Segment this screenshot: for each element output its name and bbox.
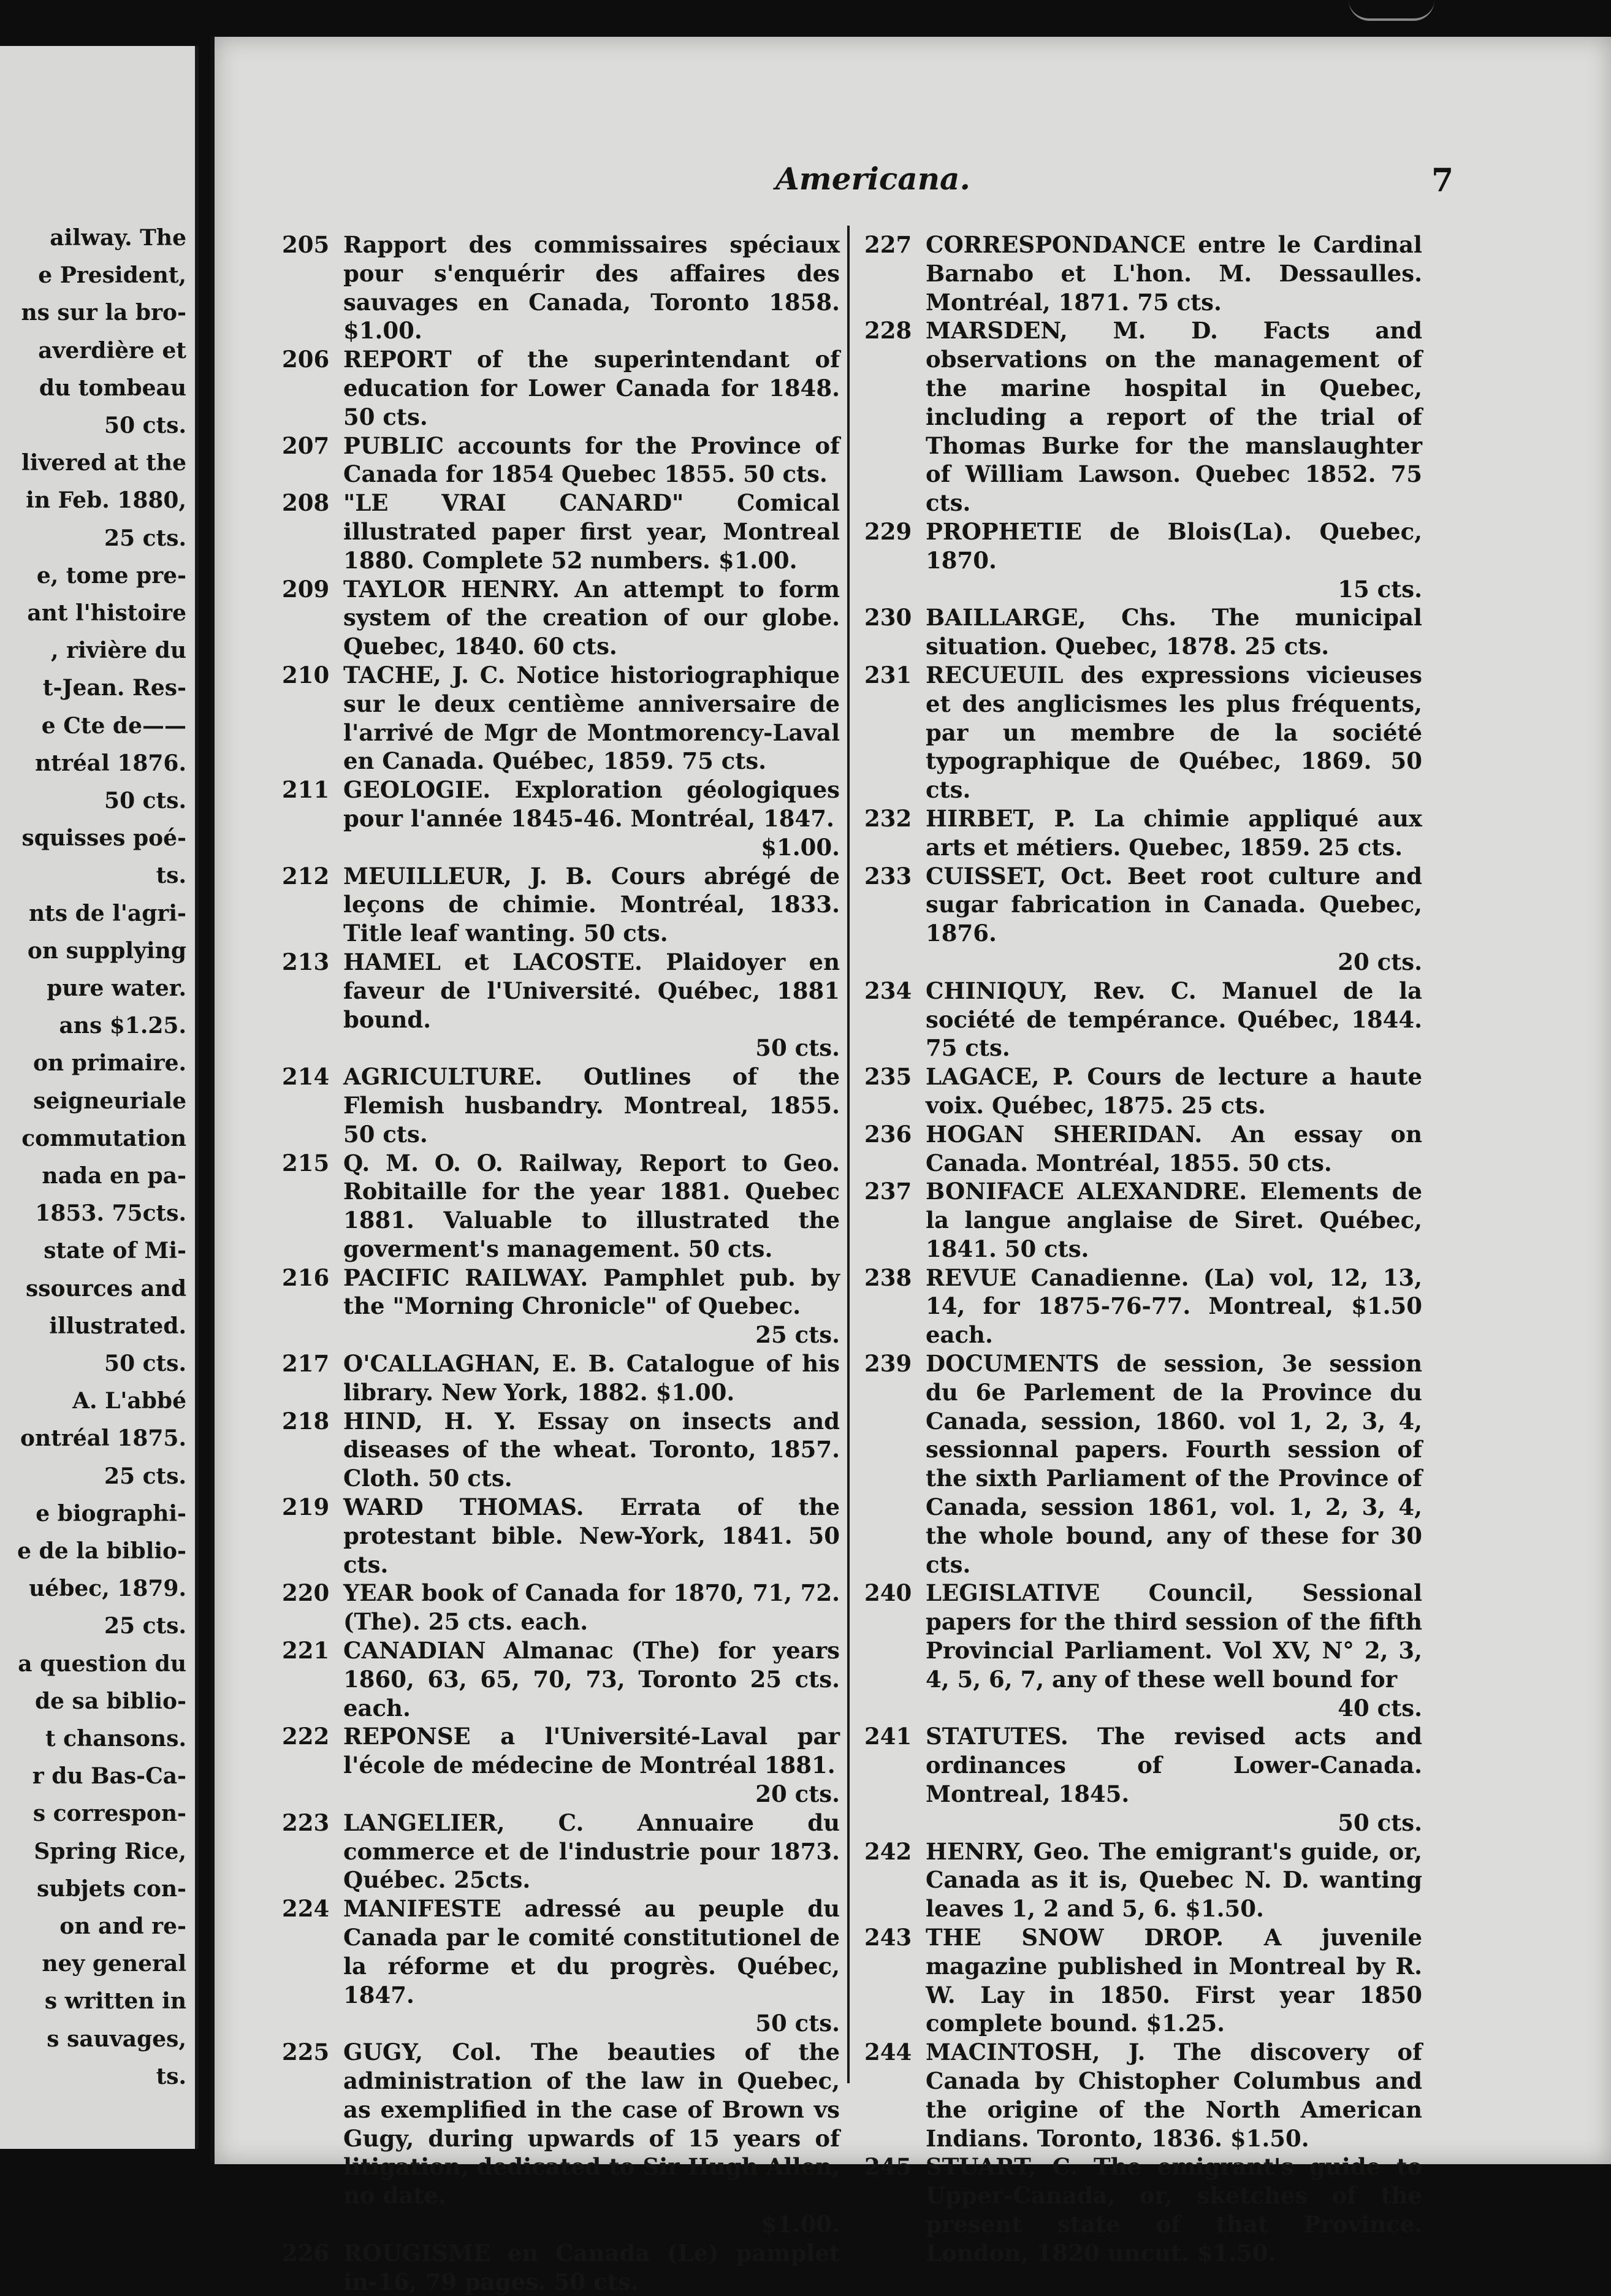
- fragment-line: 50 cts.: [104, 788, 186, 814]
- left-column: [282, 231, 840, 2296]
- fragment-line: nts de l'agri-: [29, 900, 186, 926]
- catalogue-entry: [282, 1149, 840, 1264]
- fragment-line: t chansons.: [45, 1726, 186, 1752]
- entry-text: HOGAN SHERIDAN. An essay on Canada. Montréal, 1855. 50 cts.: [926, 1120, 1422, 1177]
- catalogue-entry: [864, 1722, 1422, 1837]
- fragment-line: e, tome pre-: [36, 562, 186, 589]
- entry-number: 221: [282, 1637, 330, 1665]
- entry-text: HIRBET, P. La chimie appliqué aux arts et métiers. Quebec, 1859. 25 cts.: [926, 804, 1422, 861]
- catalogue-entry: [864, 977, 1422, 1062]
- entry-number: 209: [282, 575, 330, 603]
- fragment-line: ns sur la bro-: [21, 300, 186, 326]
- right-column: [864, 231, 1422, 2268]
- entry-text: TACHE, J. C. Notice historiographique sur le deux centième anniversaire de l'arrivé de Mgr de Montmorency-Laval en Canada. Québec, 1859. 75 cts.: [343, 661, 840, 775]
- catalogue-entry: [282, 776, 840, 861]
- entry-number: 244: [864, 2039, 912, 2066]
- entry-text: MEUILLEUR, J. B. Cours abrégé de leçons de chimie. Montréal, 1833. Title leaf wanting. 50 cts.: [343, 862, 840, 947]
- catalogue-entry: [282, 345, 840, 431]
- page-number: 7: [1431, 162, 1454, 199]
- entry-price: 25 cts.: [755, 1321, 840, 1349]
- fragment-line: ans $1.25.: [59, 1013, 186, 1039]
- entry-text: PACIFIC RAILWAY. Pamphlet pub. by the "Morning Chronicle" of Quebec.: [343, 1264, 840, 1320]
- fragment-line: e biographi-: [36, 1500, 186, 1527]
- catalogue-entry: [282, 862, 840, 948]
- entry-price: 50 cts.: [755, 2010, 840, 2037]
- entry-text: GEOLOGIE. Exploration géologiques pour l'année 1845-46. Montréal, 1847.: [343, 776, 840, 832]
- catalogue-entry: [864, 231, 1422, 316]
- fragment-line: t-Jean. Res-: [42, 675, 186, 701]
- catalogue-entry: [864, 804, 1422, 862]
- entry-number: 223: [282, 1809, 330, 1836]
- fragment-line: e de la biblio-: [17, 1538, 186, 1564]
- entry-price: 40 cts.: [1338, 1694, 1422, 1722]
- fragment-line: de sa biblio-: [34, 1688, 186, 1714]
- entry-number: 228: [864, 317, 912, 345]
- fragment-line: A. L'abbé: [72, 1388, 186, 1414]
- entry-text: CHINIQUY, Rev. C. Manuel de la société de tempérance. Québec, 1844. 75 cts.: [926, 977, 1422, 1062]
- catalogue-entry: [864, 1264, 1422, 1349]
- running-head: Americana.: [775, 161, 970, 197]
- entry-number: 243: [864, 1924, 912, 1951]
- fragment-line: uébec, 1879.: [29, 1576, 186, 1602]
- fragment-line: e Cte de——: [41, 712, 186, 739]
- fragment-line: 25 cts.: [104, 1613, 186, 1639]
- fragment-line: ailway. The: [50, 225, 186, 251]
- entry-price: 50 cts.: [755, 1034, 840, 1062]
- fragment-line: e President,: [38, 262, 186, 289]
- entry-text: MARSDEN, M. D. Facts and observations on the management of the marine hospital in Quebec, including a report of the trial of Thomas Burke for the manslaughter of William Lawson. Quebec 1852. 75 cts.: [926, 317, 1422, 517]
- entry-text: STATUTES. The revised acts and ordinances of Lower-Canada. Montreal, 1845.: [926, 1723, 1422, 1808]
- entry-number: 206: [282, 346, 330, 373]
- catalogue-entry: [282, 1493, 840, 1579]
- catalogue-entry: [282, 2239, 840, 2296]
- entry-number: 216: [282, 1264, 330, 1291]
- entry-text: MACINTOSH, J. The discovery of Canada by Chistopher Columbus and the origine of the North American Indians. Toronto, 1836. $1.50.: [926, 2039, 1422, 2152]
- entry-text: REPONSE a l'Université-Laval par l'école de médecine de Montréal 1881.: [343, 1723, 840, 1779]
- entry-text: DOCUMENTS de session, 3e session du 6e Parlement de la Province du Canada, session, 1860. vol 1, 2, 3, 4, sessionnal papers. Fourth session of the sixth Parliament of the Province of Canada, session 1861, vol. 1, 2, 3, 4, the whole bound, any of these for 30 cts.: [926, 1350, 1422, 1578]
- catalogue-entry: [282, 1579, 840, 1636]
- entry-text: THE SNOW DROP. A juvenile magazine published in Montreal by R. W. Lay in 1850. First year 1850 complete bound. $1.25.: [926, 1924, 1422, 2037]
- entry-number: 241: [864, 1723, 912, 1750]
- entry-number: 224: [282, 1895, 330, 1923]
- catalogue-entry: [864, 1062, 1422, 1120]
- entry-number: 208: [282, 489, 330, 517]
- catalogue-entry: [864, 517, 1422, 603]
- entry-number: 242: [864, 1837, 912, 1865]
- entry-price: $1.00.: [761, 833, 840, 861]
- fragment-line: Spring Rice,: [34, 1838, 186, 1864]
- catalogue-entry: [864, 862, 1422, 977]
- fragment-line: ntréal 1876.: [35, 750, 186, 776]
- entry-price: $1.00.: [761, 2210, 840, 2238]
- entry-text: HENRY, Geo. The emigrant's guide, or, Canada as it is, Quebec N. D. wanting leaves 1, 2 and 5, 6. $1.50.: [926, 1837, 1422, 1923]
- entry-number: 240: [864, 1579, 912, 1607]
- catalogue-entry: [282, 231, 840, 345]
- catalogue-entry: [282, 1809, 840, 1894]
- entry-number: 229: [864, 517, 912, 545]
- entry-text: LANGELIER, C. Annuaire du commerce et de l'industrie pour 1873. Québec. 25cts.: [343, 1809, 840, 1894]
- fragment-line: in Feb. 1880,: [26, 487, 186, 514]
- entry-text: BONIFACE ALEXANDRE. Elements de la langue anglaise de Siret. Québec, 1841. 50 cts.: [926, 1178, 1422, 1262]
- catalogue-entry: [864, 1837, 1422, 1923]
- entry-number: 230: [864, 604, 912, 631]
- fragment-line: , rivière du: [51, 638, 186, 664]
- entry-text: CORRESPONDANCE entre le Cardinal Barnabo et L'hon. M. Dessaulles. Montréal, 1871. 75 cts.: [926, 231, 1422, 316]
- entry-text: HIND, H. Y. Essay on insects and diseases of the wheat. Toronto, 1857. Cloth. 50 cts.: [343, 1407, 840, 1492]
- fragment-line: r du Bas-Ca-: [32, 1763, 186, 1790]
- fragment-line: ontréal 1875.: [20, 1425, 186, 1452]
- catalogue-entry: [864, 2153, 1422, 2267]
- fragment-line: nada en pa-: [42, 1163, 186, 1189]
- entry-number: 237: [864, 1178, 912, 1205]
- catalogue-entry: [864, 316, 1422, 517]
- entry-number: 207: [282, 432, 330, 459]
- entry-text: REVUE Canadienne. (La) vol, 12, 13, 14, for 1875-76-77. Montreal, $1.50 each.: [926, 1264, 1422, 1349]
- entry-number: 226: [282, 2239, 330, 2267]
- entry-number: 239: [864, 1350, 912, 1378]
- entry-number: 215: [282, 1149, 330, 1177]
- entry-text: BAILLARGE, Chs. The municipal situation. Quebec, 1878. 25 cts.: [926, 604, 1422, 660]
- entry-number: 232: [864, 804, 912, 832]
- catalogue-entry: [864, 1120, 1422, 1178]
- entry-text: WARD THOMAS. Errata of the protestant bible. New-York, 1841. 50 cts.: [343, 1493, 840, 1578]
- entry-text: YEAR book of Canada for 1870, 71, 72. (The). 25 cts. each.: [343, 1579, 840, 1636]
- catalogue-entry: [282, 948, 840, 1062]
- fragment-line: ney general: [42, 1951, 186, 1977]
- fragment-line: ssources and: [26, 1275, 186, 1302]
- fragment-line: ant l'histoire: [27, 600, 186, 626]
- entry-text: GUGY, Col. The beauties of the administration of the law in Quebec, as exemplified in the case of Brown vs Gugy, during upwards of 15 years of litigation, dedicated to Sir Hugh Allen, no date.: [343, 2039, 840, 2210]
- entry-price: 20 cts.: [755, 1780, 840, 1808]
- entry-number: 227: [864, 231, 912, 258]
- catalogue-entry: [282, 489, 840, 574]
- catalogue-entry: [282, 1264, 840, 1349]
- catalogue-entry: [864, 1349, 1422, 1579]
- entry-price: 20 cts.: [1338, 948, 1422, 975]
- fragment-line: illustrated.: [49, 1313, 186, 1339]
- entry-number: 205: [282, 231, 330, 258]
- fragment-line: pure water.: [47, 975, 186, 1001]
- catalogue-entry: [282, 2038, 840, 2239]
- fragment-line: on supplying: [27, 937, 186, 964]
- entry-number: 210: [282, 661, 330, 688]
- entry-text: "LE VRAI CANARD" Comical illustrated paper first year, Montreal 1880. Complete 52 numbers. $1.00.: [343, 489, 840, 574]
- fragment-line: s sauvages,: [47, 2026, 186, 2052]
- fragment-line: state of Mi-: [44, 1238, 186, 1264]
- page-corner-mark: [1349, 0, 1434, 21]
- catalogue-entry: [864, 2038, 1422, 2153]
- entry-number: 211: [282, 776, 330, 804]
- entry-text: MANIFESTE adressé au peuple du Canada par le comité constitutionel de la réforme et du progrès. Québec, 1847.: [343, 1895, 840, 2008]
- fragment-line: a question du: [18, 1650, 186, 1677]
- catalogue-entry: [282, 1349, 840, 1407]
- entry-number: 213: [282, 948, 330, 975]
- entry-text: ROUGISME en Canada (Le) pamplet in-16, 79 pages. 50 cts.: [343, 2239, 840, 2295]
- entry-number: 218: [282, 1407, 330, 1435]
- catalogue-entry: [282, 1062, 840, 1148]
- entry-price: 15 cts.: [1338, 575, 1422, 603]
- catalogue-entry: [282, 661, 840, 776]
- fragment-line: commutation: [21, 1125, 186, 1151]
- fragment-line: s written in: [44, 1988, 186, 2015]
- entry-text: CANADIAN Almanac (The) for years 1860, 63, 65, 70, 73, Toronto 25 cts. each.: [343, 1637, 840, 1722]
- entry-text: Rapport des commissaires spéciaux pour s'enquérir des affaires des sauvages en Canada, Toronto 1858. $1.00.: [343, 231, 840, 345]
- entry-text: PROPHETIE de Blois(La). Quebec, 1870.: [926, 517, 1422, 574]
- entry-price: 50 cts.: [1338, 1809, 1422, 1836]
- fragment-line: 1853. 75cts.: [35, 1200, 186, 1227]
- fragment-line: 50 cts.: [104, 413, 186, 438]
- entry-number: 245: [864, 2153, 912, 2181]
- entry-text: O'CALLAGHAN, E. B. Catalogue of his library. New York, 1882. $1.00.: [343, 1350, 840, 1406]
- entry-number: 235: [864, 1063, 912, 1091]
- catalogue-entry: [282, 432, 840, 489]
- fragment-line: seigneuriale: [33, 1088, 186, 1114]
- fragment-line: ts.: [156, 863, 186, 889]
- entry-text: LAGACE, P. Cours de lecture a haute voix. Québec, 1875. 25 cts.: [926, 1063, 1422, 1119]
- entry-text: REPORT of the superintendant of education for Lower Canada for 1848. 50 cts.: [343, 346, 840, 430]
- entry-number: 231: [864, 661, 912, 688]
- catalogue-entry: [282, 1407, 840, 1493]
- catalogue-entry: [864, 1579, 1422, 1722]
- fragment-line: s correspon-: [32, 1801, 186, 1827]
- fragment-line: 25 cts.: [104, 525, 186, 551]
- entry-text: STUART, C. The emigrant's guide to Upper-Canada, or, sketches of the present state of that Province. London, 1820 uncut. $1.50.: [926, 2153, 1422, 2267]
- entry-text: HAMEL et LACOSTE. Plaidoyer en faveur de l'Université. Québec, 1881 bound.: [343, 948, 840, 1033]
- entry-number: 217: [282, 1350, 330, 1378]
- catalogue-entry: [282, 575, 840, 661]
- fragment-line: ts.: [156, 2063, 186, 2089]
- entry-text: LEGISLATIVE Council, Sessional papers for the third session of the fifth Provincial Parliament. Vol XV, N° 2, 3, 4, 5, 6, 7, any of these well bound for: [926, 1579, 1422, 1693]
- entry-number: 214: [282, 1063, 330, 1091]
- fragment-line: on and re-: [59, 1913, 186, 1939]
- adjacent-page-fragment: [0, 46, 199, 2149]
- fragment-line: on primaire.: [32, 1050, 186, 1077]
- entry-number: 236: [864, 1120, 912, 1148]
- entry-number: 220: [282, 1579, 330, 1607]
- fragment-line: 50 cts.: [104, 1351, 186, 1376]
- entry-number: 233: [864, 862, 912, 890]
- fragment-line: subjets con-: [36, 1875, 186, 1902]
- entry-text: RECUEUIL des expressions vicieuses et des anglicismes les plus fréquents, par un membre de la société typographique de Québec, 1869. 50 cts.: [926, 661, 1422, 804]
- column-rule: [847, 226, 850, 2083]
- catalogue-entry: [864, 1177, 1422, 1263]
- fragment-line: averdière et: [38, 337, 186, 364]
- entry-number: 222: [282, 1723, 330, 1750]
- entry-number: 212: [282, 862, 330, 890]
- catalogue-entry: [282, 1722, 840, 1808]
- entry-text: CUISSET, Oct. Beet root culture and sugar fabrication in Canada. Quebec, 1876.: [926, 862, 1422, 947]
- catalogue-entry: [864, 1923, 1422, 2038]
- entry-number: 234: [864, 977, 912, 1004]
- entry-text: PUBLIC accounts for the Province of Canada for 1854 Quebec 1855. 50 cts.: [343, 432, 840, 488]
- entry-number: 238: [864, 1264, 912, 1291]
- entry-number: 219: [282, 1493, 330, 1521]
- fragment-line: livered at the: [21, 450, 186, 476]
- entry-text: AGRICULTURE. Outlines of the Flemish husbandry. Montreal, 1855. 50 cts.: [343, 1063, 840, 1148]
- fragment-line: squisses poé-: [21, 825, 186, 852]
- catalogue-entry: [864, 603, 1422, 661]
- catalogue-entry: [282, 1894, 840, 2038]
- entry-text: Q. M. O. O. Railway, Report to Geo. Robitaille for the year 1881. Quebec 1881. Valuable to illustrated the goverment's management. 50 cts.: [343, 1149, 840, 1262]
- fragment-line: du tombeau: [39, 375, 186, 401]
- entry-text: TAYLOR HENRY. An attempt to form system of the creation of our globe. Quebec, 1840. 60 cts.: [343, 575, 840, 660]
- entry-number: 225: [282, 2039, 330, 2066]
- fragment-line: 25 cts.: [104, 1463, 186, 1489]
- catalogue-entry: [282, 1636, 840, 1722]
- catalogue-entry: [864, 661, 1422, 804]
